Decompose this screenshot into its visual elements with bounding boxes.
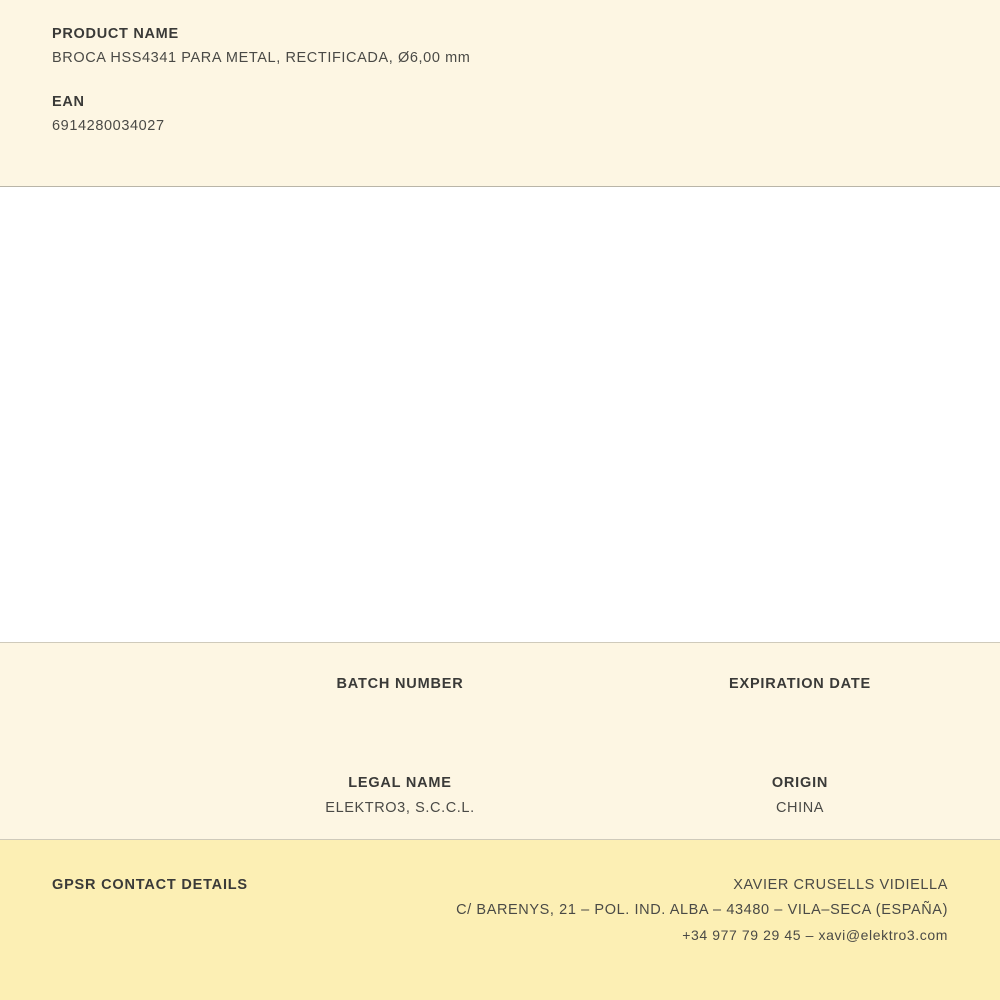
batch-number-label: BATCH NUMBER (336, 676, 464, 692)
batch-expiration-row (0, 643, 1000, 718)
batch-number-cell (200, 676, 600, 718)
product-image-area (0, 187, 1000, 643)
product-name-label: PRODUCT NAME (52, 26, 179, 42)
gpsr-footer-section (0, 840, 1000, 1000)
legal-name-value: ELEKTRO3, S.C.C.L. (325, 800, 475, 816)
product-name-field (0, 26, 1000, 66)
gpsr-contact-phone-email: +34 977 79 29 45 – xavi@elektro3.com (682, 927, 948, 943)
product-name-value: BROCA HSS4341 PARA METAL, RECTIFICADA, Ø6,00 mm (52, 50, 471, 66)
ean-value: 6914280034027 (52, 118, 165, 134)
legal-origin-row (0, 718, 1000, 817)
origin-label: ORIGIN (771, 775, 829, 791)
origin-cell (600, 775, 1000, 817)
origin-value: CHINA (775, 800, 825, 816)
ean-field (0, 94, 1000, 134)
expiration-date-label: EXPIRATION DATE (729, 676, 871, 692)
gpsr-contact-title: GPSR CONTACT DETAILS (52, 877, 248, 893)
row-left-spacer (0, 676, 200, 718)
batch-number-value (200, 701, 600, 718)
batch-legal-section (0, 643, 1000, 840)
legal-name-label: LEGAL NAME (348, 775, 452, 791)
ean-label: EAN (52, 94, 85, 110)
product-info-section (0, 0, 1000, 187)
gpsr-contact-name: XAVIER CRUSELLS VIDIELLA (733, 877, 948, 893)
expiration-date-cell (600, 676, 1000, 718)
expiration-date-value (600, 701, 1000, 718)
row-left-spacer-2 (0, 775, 200, 817)
legal-name-cell (200, 775, 600, 817)
gpsr-contact-address: C/ BARENYS, 21 – POL. IND. ALBA – 43480 – VILA–SECA (ESPAÑA) (456, 902, 948, 918)
gpsr-contact-lines (248, 877, 948, 952)
